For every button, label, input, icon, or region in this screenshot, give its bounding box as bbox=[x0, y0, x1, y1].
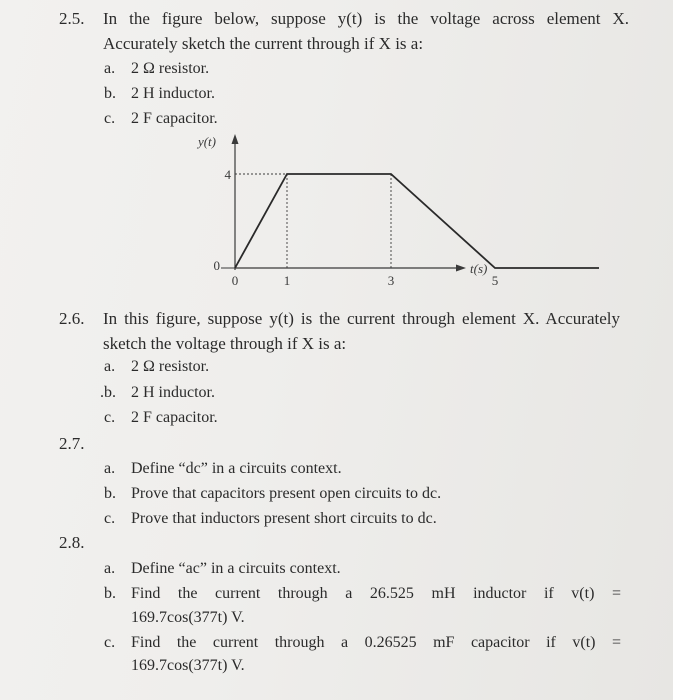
waveform-line bbox=[235, 174, 599, 268]
x-axis-label: t(s) bbox=[470, 261, 488, 276]
y-axis-label: y(t) bbox=[197, 134, 216, 149]
problem-2-6-item-b-text: 2 H inductor. bbox=[131, 384, 215, 401]
x-tick-label-3: 3 bbox=[387, 273, 395, 288]
y-tick-label-0: 0 bbox=[213, 258, 220, 273]
problem-2-7-item-c-label: c. bbox=[104, 510, 116, 527]
problem-2-6-item-a-label: a. bbox=[104, 358, 116, 375]
problem-2-7-item-c-text: Prove that inductors present short circuits to dc. bbox=[131, 510, 437, 527]
problem-2-8-item-b-line2: 169.7cos(377t) V. bbox=[131, 609, 245, 626]
y-axis-arrowhead bbox=[232, 134, 239, 144]
problem-2-5-item-c-text: 2 F capacitor. bbox=[131, 110, 218, 127]
problem-2-8-item-b-line1: Find the current through a 26.525 mH inductor if v(t) = bbox=[131, 585, 621, 602]
problem-2-6-number: 2.6. bbox=[59, 309, 85, 328]
problem-2-5-statement-line1: In the figure below, suppose y(t) is the voltage across element X. bbox=[103, 9, 629, 28]
problem-2-6-statement-line1: In this figure, suppose y(t) is the current through element X. Accurately bbox=[103, 309, 620, 328]
problem-2-7-item-a-text: Define “dc” in a circuits context. bbox=[131, 460, 342, 477]
problem-2-6-statement-line2: sketch the voltage through if X is a: bbox=[103, 334, 347, 353]
problem-2-6-item-c-label: c. bbox=[104, 409, 116, 426]
x-axis-arrowhead bbox=[456, 265, 466, 272]
problem-2-8-item-a-label: a. bbox=[104, 560, 116, 577]
problem-2-5-item-a-label: a. bbox=[104, 60, 116, 77]
problem-2-7-number: 2.7. bbox=[59, 434, 85, 453]
x-tick-label-0: 0 bbox=[231, 273, 239, 288]
problem-2-8-item-c-line2: 169.7cos(377t) V. bbox=[131, 657, 245, 674]
problem-2-8-number: 2.8. bbox=[59, 533, 85, 552]
problem-2-8-item-b-label: b. bbox=[104, 585, 116, 602]
y-tick-label-4: 4 bbox=[224, 167, 231, 182]
problem-2-8-item-c-label: c. bbox=[104, 634, 116, 651]
problem-2-5-statement-line2: Accurately sketch the current through if X is a: bbox=[103, 34, 424, 53]
problem-2-5-item-a-text: 2 Ω resistor. bbox=[131, 60, 210, 77]
problem-2-5-item-b-text: 2 H inductor. bbox=[131, 85, 215, 102]
problem-2-5-number: 2.5. bbox=[59, 9, 85, 28]
problem-2-6-item-a-text: 2 Ω resistor. bbox=[131, 358, 210, 375]
problem-2-6-item-c-text: 2 F capacitor. bbox=[131, 409, 218, 426]
x-tick-label-5: 5 bbox=[491, 273, 499, 288]
problem-2-8-item-a-text: Define “ac” in a circuits context. bbox=[131, 560, 341, 577]
x-tick-label-1: 1 bbox=[283, 273, 291, 288]
problem-2-7-item-b-label: b. bbox=[104, 485, 116, 502]
problem-2-7-item-b-text: Prove that capacitors present open circuits to dc. bbox=[131, 485, 442, 502]
problem-2-6-item-b-label: .b. bbox=[100, 384, 116, 401]
problem-2-7-item-a-label: a. bbox=[104, 460, 116, 477]
problem-2-5-item-b-label: b. bbox=[104, 85, 116, 102]
problem-2-5-item-c-label: c. bbox=[104, 110, 116, 127]
problem-2-8-item-c-line1: Find the current through a 0.26525 mF capacitor if v(t) = bbox=[131, 634, 621, 651]
